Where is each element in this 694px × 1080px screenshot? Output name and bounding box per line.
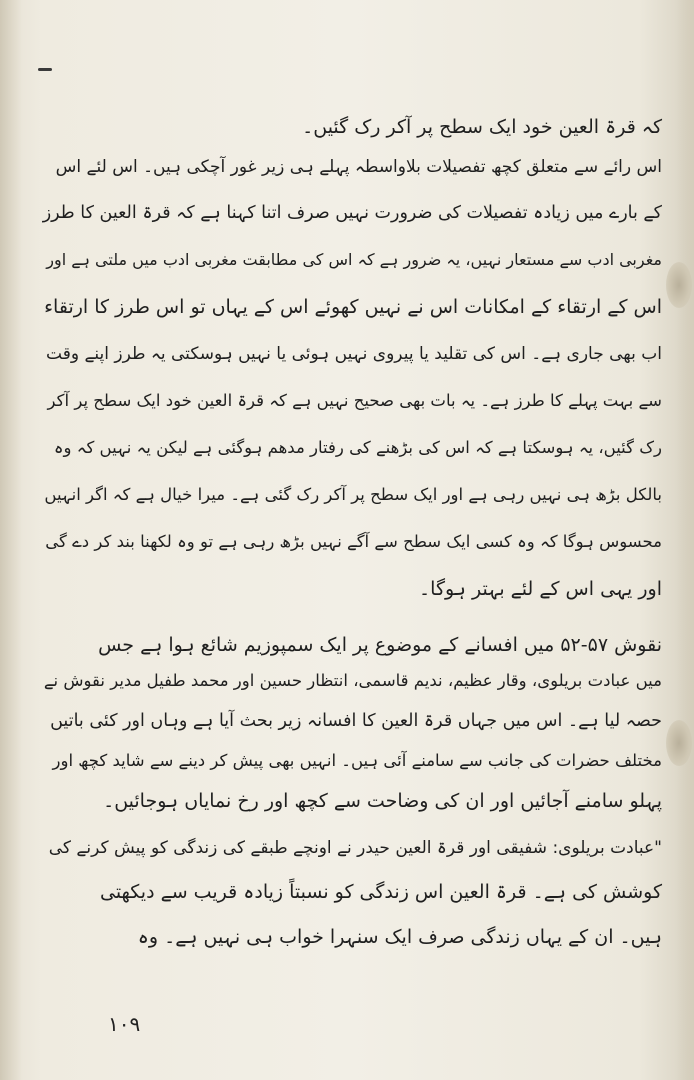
text-line: نقوش ۵۷-۵۲ میں افسانے کے موضوع پر ایک سمپوزیم شائع ہوا ہے جس (98, 634, 662, 656)
text-line: مختلف حضرات کی جانب سے سامنے آئی ہیں۔ انہیں بھی پیش کر دینے سے شاید کچھ اور (52, 751, 662, 770)
text-line: کے بارے میں زیادہ تفصیلات کی ضرورت نہیں صرف اتنا کہنا ہے کہ قرۃ العین کا طرز (42, 203, 662, 223)
binding-hole-top (666, 262, 692, 308)
text-line: "عبادت بریلوی: شفیقی اور قرۃ العین حیدر نے اونچے طبقے کی زندگی کو پیش کرنے کی (48, 838, 662, 858)
text-line: مغربی ادب سے مستعار نہیں، یہ ضرور ہے کہ اس کی مطابقت مغربی ادب میں ملتی ہے اور (46, 250, 662, 269)
text-line: رک گئیں، یہ ہوسکتا ہے کہ اس کی بڑھنے کی رفتار مدھم ہوگئی ہے لیکن یہ نہیں کہ وہ (53, 438, 662, 457)
text-line: کوشش کی ہے۔ قرۃ العین اس زندگی کو نسبتاً زیادہ قریب سے دیکھتی (99, 881, 662, 903)
text-line: ہیں۔ ان کے یہاں زندگی صرف ایک سنہرا خواب ہی نہیں ہے۔ وہ (137, 926, 662, 948)
page-fold-shadow (0, 0, 22, 1080)
margin-mark (38, 68, 52, 71)
text-line: اور یہی اس کے لئے بہتر ہوگا۔ (419, 578, 662, 600)
page-right-edge (676, 0, 694, 1080)
binding-hole-bottom (666, 720, 692, 766)
text-line: اس رائے سے متعلق کچھ تفصیلات بلاواسطہ پہلے ہی زیر غور آچکی ہیں۔ اس لئے اس (55, 157, 662, 177)
text-line: محسوس ہوگا کہ وہ کسی ایک سطح سے آگے نہیں بڑھ رہی ہے تو وہ لکھنا بند کر دے گی (45, 532, 662, 551)
text-line: سے بہت پہلے کا طرز ہے۔ یہ بات بھی صحیح نہیں ہے کہ قرۃ العین خود ایک سطح پر آکر (47, 391, 662, 410)
text-line: میں عبادت بریلوی، وقار عظیم، ندیم قاسمی، انتظار حسین اور محمد طفیل مدیر نقوش نے (43, 671, 662, 690)
text-line: بالکل بڑھ ہی نہیں رہی ہے اور ایک سطح پر آکر رک گئی ہے۔ میرا خیال ہے کہ اگر انہیں (44, 485, 662, 504)
text-line: حصہ لیا ہے۔ اس میں جہاں قرۃ العین کا افسانہ زیر بحث آیا ہے وہاں اور کئی باتیں (50, 711, 662, 731)
page-number: ۱۰۹ (108, 1012, 141, 1036)
text-line: پہلو سامنے آجائیں اور ان کی وضاحت سے کچھ اور رخ نمایاں ہوجائیں۔ (103, 790, 662, 812)
text-line: اب بھی جاری ہے۔ اس کی تقلید یا پیروی نہیں ہوئی یا نہیں ہوسکتی یہ طرز اپنے وقت (46, 344, 662, 364)
text-line: اس کے ارتقاء کے امکانات اس نے نہیں کھوئے اس کے یہاں تو اس طرز کا ارتقاء (44, 296, 662, 318)
text-line: کہ قرۃ العین خود ایک سطح پر آکر رک گئیں۔ (302, 116, 662, 138)
